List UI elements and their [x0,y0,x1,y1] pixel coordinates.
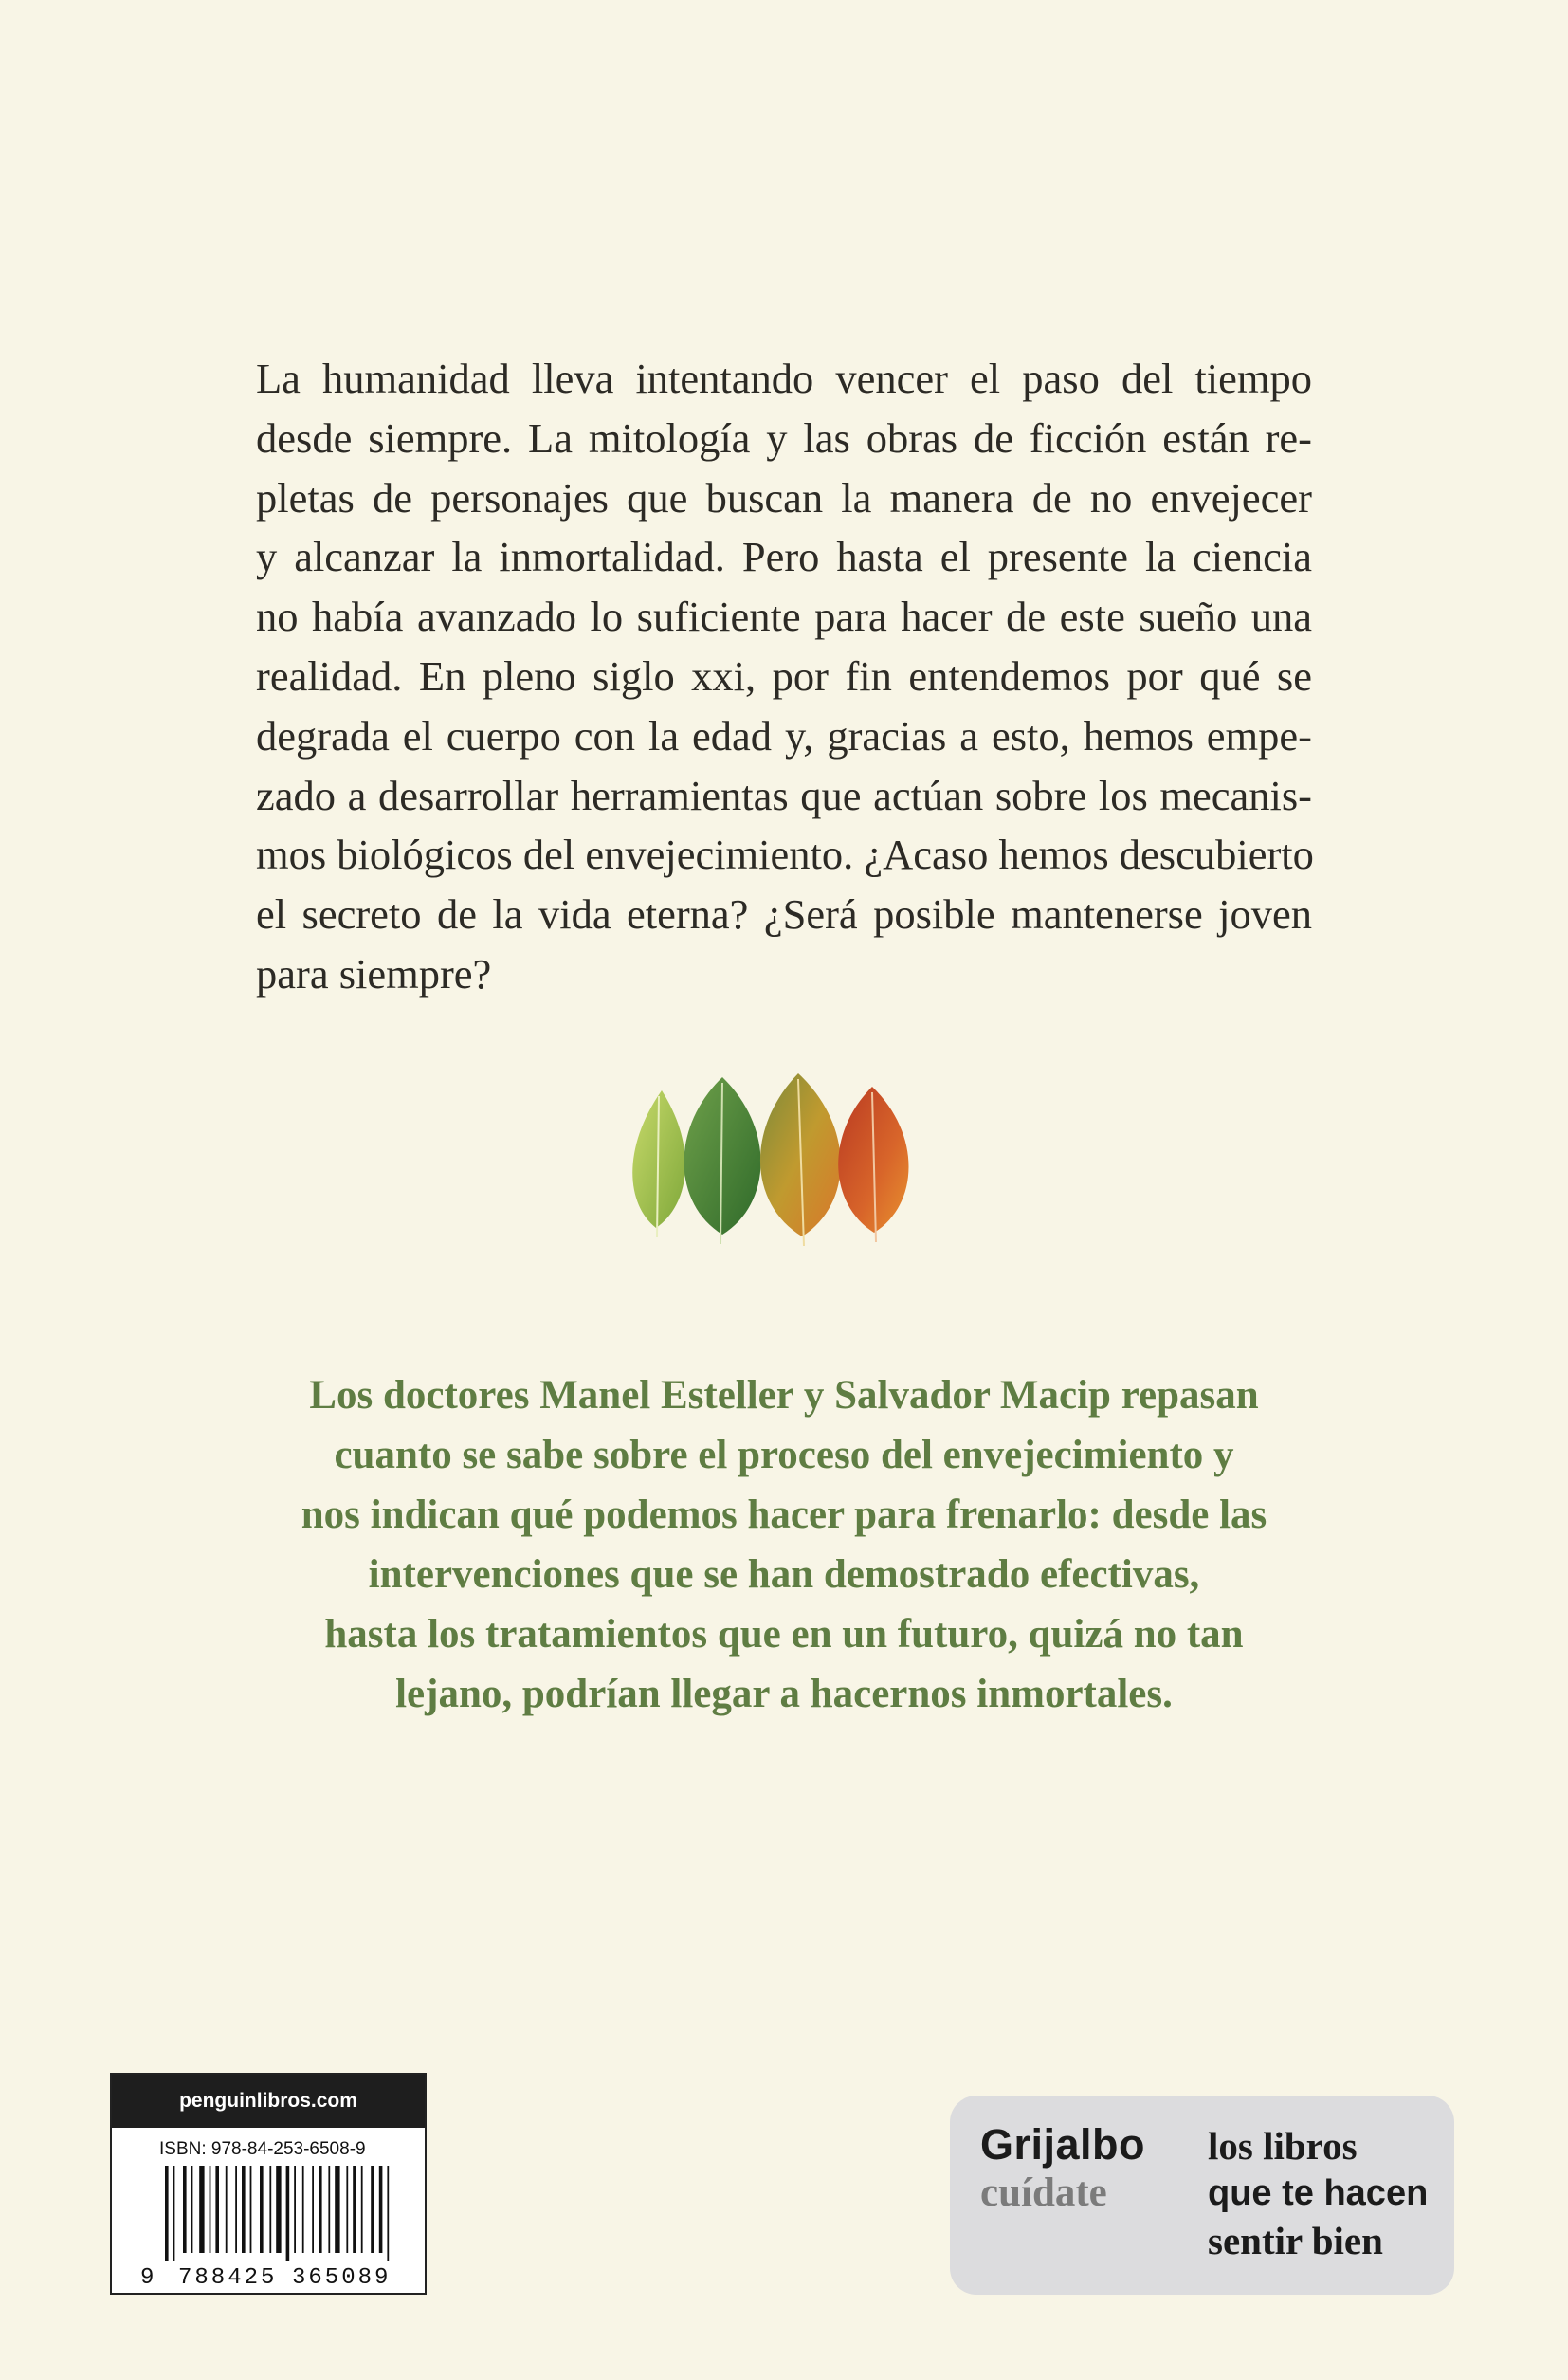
barcode-bar [260,2166,264,2253]
authors-blurb [228,1365,1340,1724]
barcode-bar [235,2166,237,2253]
barcode-bar [210,2166,211,2253]
synopsis-line: degrada el cuerpo con la edad y, gracias a esto, hemos empe- [256,711,1312,760]
barcode-bar [191,2166,193,2253]
barcode-bar [294,2166,296,2253]
authors-line: cuanto se sabe sobre el proceso del envejecimiento y [334,1433,1234,1477]
synopsis-line: realidad. En pleno siglo xxi, por fin entendemos por qué se [256,651,1312,700]
slogan-line: sentir bien [1208,2219,1383,2262]
synopsis-line: no había avanzado lo suficiente para hacer de este sueño una [256,593,1312,641]
barcode-bar [242,2166,246,2253]
leaf-icon [838,1087,908,1242]
barcode-bar [276,2166,281,2253]
slogan-line: los libros [1208,2124,1358,2168]
barcode-bar [361,2166,363,2253]
barcode-bar [183,2166,187,2253]
barcode-bar [199,2166,204,2253]
website-label: penguinlibros.com [112,2075,425,2128]
synopsis-line: mos biológicos del envejecimiento. ¿Acaso hemos descubierto [256,831,1314,879]
synopsis-line: y alcanzar la inmortalidad. Pero hasta el presente la ciencia [256,533,1312,581]
authors-line: lejano, podrían llegar a hacernos inmortales. [395,1672,1173,1716]
authors-line: intervenciones que se han demostrado efectivas, [368,1552,1200,1597]
barcode-bar [353,2166,356,2253]
barcode-box [110,2073,427,2295]
barcode-bar [387,2166,389,2261]
synopsis-line: desde siempre. La mitología y las obras de ficción están re- [256,413,1312,462]
authors-line: nos indican qué podemos hacer para frenarlo: desde las [301,1492,1267,1537]
barcode-bar [371,2166,374,2253]
barcode-bar [165,2166,169,2261]
synopsis-line: para siempre? [256,949,492,998]
barcode-bar [319,2166,322,2253]
barcode [137,2164,411,2287]
barcode-bar [173,2166,175,2261]
barcode-bar [346,2166,348,2253]
barcode-bar [215,2166,219,2253]
slogan [1208,2122,1454,2264]
barcode-bar [286,2166,290,2261]
leaf-icon [684,1077,760,1244]
synopsis-line: el secreto de la vida eterna? ¿Será posible mantenerse joven [256,890,1312,939]
barcode-digits-left: 788425 [178,2265,278,2287]
barcode-bar [302,2166,304,2253]
barcode-bar [226,2166,228,2253]
slogan-line: que te hacen [1208,2173,1429,2213]
synopsis-line: pletas de personajes que buscan la manera de no envejecer [256,473,1312,522]
barcode-bar [379,2166,383,2253]
leaves-illustration [616,1062,948,1252]
synopsis-line: La humanidad lleva intentando vencer el paso del tiempo [256,355,1312,402]
barcode-bar [250,2166,252,2253]
synopsis-line: zado a desarrollar herramientas que actúan sobre los mecanis- [256,771,1312,819]
barcode-bar [312,2166,314,2253]
barcode-bar [335,2166,339,2253]
leaf-icon [632,1090,685,1237]
synopsis-text [256,349,1312,1004]
collection-name: cuídate [980,2170,1107,2215]
authors-line: Los doctores Manel Esteller y Salvador Macip repasan [309,1373,1259,1418]
barcode-bar [269,2166,271,2253]
publisher-badge [950,2096,1454,2295]
isbn-label: ISBN: 978-84-253-6508-9 [159,2139,366,2159]
barcode-bar [328,2166,330,2253]
publisher-name: Grijalbo [980,2120,1146,2169]
barcode-digits-right: 365089 [292,2265,392,2287]
barcode-digit-lead: 9 [140,2265,155,2287]
authors-line: hasta los tratamientos que en un futuro, quizá no tan [324,1612,1244,1657]
leaf-icon [760,1073,841,1246]
